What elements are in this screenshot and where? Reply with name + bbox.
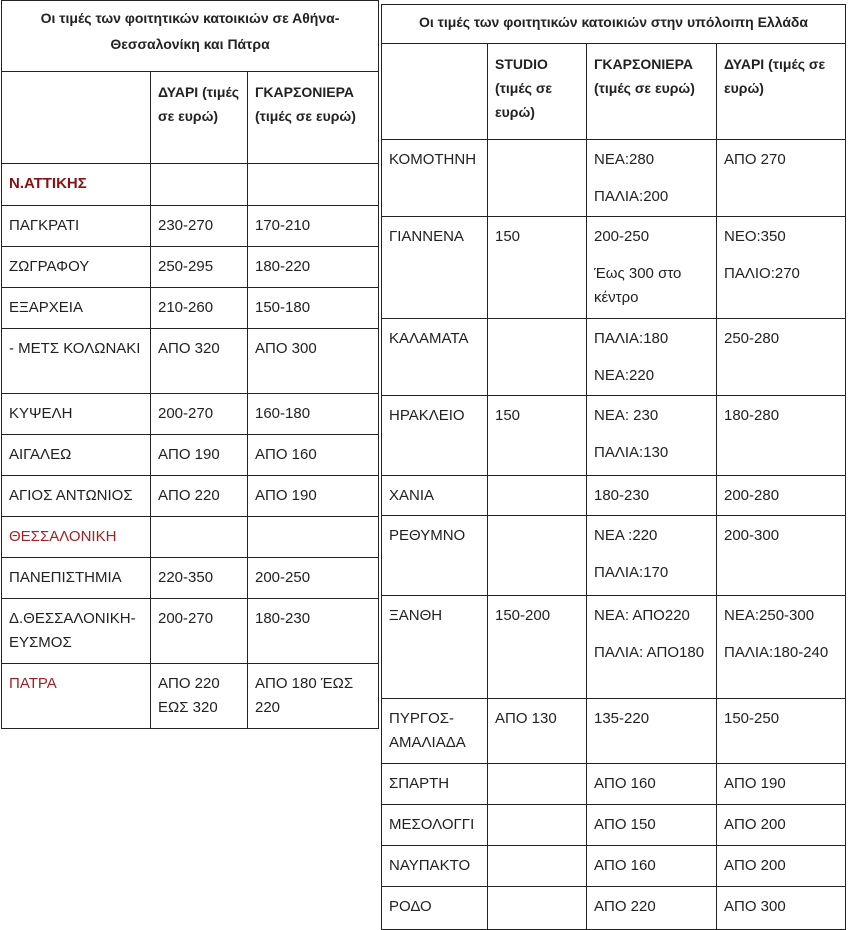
table-row — [2, 435, 379, 476]
garsoniera-value: ΑΠΟ 150 — [594, 816, 656, 833]
area-cell-text: ΑΓΙΟΣ ΑΝΤΩΝΙΟΣ — [9, 487, 133, 504]
table-row — [382, 140, 846, 217]
area-cell — [382, 476, 488, 516]
garsoniera-cell — [587, 217, 717, 319]
duari-cell — [717, 764, 846, 805]
duari-cell-content — [717, 699, 845, 731]
studio-cell-content — [488, 805, 586, 813]
table-row — [382, 396, 846, 476]
garsoniera-value: ΝΕΑ:220 — [594, 367, 655, 384]
duari-cell-content — [717, 887, 845, 919]
area-cell-text: Δ.ΘΕΣΣΑΛΟΝΙΚΗ-ΕΥΣΜΟΣ — [9, 610, 136, 651]
duari-cell-content — [717, 516, 845, 548]
duari-cell — [151, 435, 248, 476]
duari-cell — [717, 699, 846, 764]
duari-value: ΑΠΟ 190 — [724, 775, 786, 792]
garsoniera-cell-content — [587, 887, 716, 919]
garsoniera-cell — [587, 516, 717, 596]
area-cell — [2, 517, 151, 558]
duari-cell — [717, 140, 846, 217]
right-header-garsoniera: ΓΚΑΡΣΟΝΙΕΡΑ (τιμές σε ευρώ) — [587, 44, 717, 140]
garsoniera-cell-text: ΑΠΟ 160 — [255, 446, 317, 463]
area-cell — [382, 887, 488, 930]
garsoniera-cell-text: 180-230 — [255, 610, 311, 627]
duari-value: ΠΑΛΙΟ:270 — [724, 265, 800, 282]
area-cell-text: ΡΟΔΟ — [389, 898, 432, 915]
duari-value: ΝΕΟ:350 — [724, 228, 786, 245]
garsoniera-cell — [587, 476, 717, 516]
garsoniera-value: ΝΕΑ: 230 — [594, 407, 659, 424]
garsoniera-cell-content — [587, 476, 716, 508]
duari-cell — [151, 288, 248, 329]
right-header-studio: STUDIO (τιμές σε ευρώ) — [488, 44, 587, 140]
area-cell-text: ΠΑΤΡΑ — [9, 675, 57, 692]
area-cell — [382, 217, 488, 319]
duari-cell-text: 210-260 — [158, 299, 214, 316]
studio-value: 150 — [495, 407, 521, 424]
studio-value: ΑΠΟ 130 — [495, 710, 557, 727]
garsoniera-value: ΑΠΟ 160 — [594, 775, 656, 792]
left-table-title-cell — [2, 1, 379, 72]
right-table-title-cell — [382, 5, 846, 44]
garsoniera-cell — [587, 699, 717, 764]
right-table-header-row — [382, 44, 846, 140]
garsoniera-value: ΠΑΛΙΑ:200 — [594, 188, 669, 205]
studio-cell — [488, 217, 587, 319]
studio-cell-content — [488, 140, 586, 148]
area-cell — [2, 247, 151, 288]
area-cell — [382, 699, 488, 764]
garsoniera-cell — [248, 288, 379, 329]
duari-value: ΑΠΟ 300 — [724, 898, 786, 915]
area-cell — [2, 599, 151, 664]
area-cell-text: ΚΑΛΑΜΑΤΑ — [389, 330, 469, 347]
area-cell — [2, 288, 151, 329]
garsoniera-cell — [587, 887, 717, 930]
garsoniera-cell-text — [248, 164, 378, 172]
garsoniera-value: Έως 300 στο κέντρο — [594, 265, 682, 306]
area-cell — [2, 164, 151, 206]
garsoniera-value: 200-250 — [594, 228, 650, 245]
area-cell-text: ΕΞΑΡΧΕΙΑ — [9, 299, 83, 316]
area-cell-text: ΘΕΣΣΑΛΟΝΙΚΗ — [9, 528, 117, 545]
studio-cell — [488, 140, 587, 217]
table-row — [2, 329, 379, 394]
duari-cell-content — [717, 846, 845, 878]
garsoniera-cell-text: ΑΠΟ 190 — [255, 487, 317, 504]
studio-cell — [488, 699, 587, 764]
table-row — [382, 516, 846, 596]
table-row — [382, 476, 846, 516]
garsoniera-cell — [248, 164, 379, 206]
duari-cell-content — [717, 476, 845, 508]
garsoniera-cell-content — [587, 846, 716, 878]
garsoniera-cell-text: 200-250 — [255, 569, 311, 586]
duari-cell-text: 200-270 — [158, 610, 214, 627]
duari-value: 180-280 — [724, 407, 780, 424]
studio-value: 150 — [495, 228, 521, 245]
garsoniera-cell-text: 150-180 — [255, 299, 311, 316]
studio-cell — [488, 596, 587, 699]
duari-cell-text: 250-295 — [158, 258, 214, 275]
table-row — [382, 217, 846, 319]
duari-cell-content — [717, 596, 845, 665]
duari-value: ΑΠΟ 200 — [724, 857, 786, 874]
area-cell — [2, 558, 151, 599]
duari-cell — [717, 887, 846, 930]
duari-cell-text: ΑΠΟ 320 — [158, 340, 220, 357]
garsoniera-cell-text: ΑΠΟ 180 ΈΩΣ 220 — [255, 675, 354, 716]
garsoniera-value: ΑΠΟ 160 — [594, 857, 656, 874]
duari-cell — [717, 846, 846, 887]
table-row — [2, 288, 379, 329]
garsoniera-cell — [587, 805, 717, 846]
duari-cell-content — [717, 319, 845, 351]
duari-cell — [151, 664, 248, 729]
garsoniera-cell — [587, 764, 717, 805]
table-row — [382, 764, 846, 805]
garsoniera-value: ΠΑΛΙΑ:130 — [594, 444, 669, 461]
area-cell-text: ΞΑΝΘΗ — [389, 607, 443, 624]
garsoniera-cell-content — [587, 319, 716, 388]
garsoniera-cell-text — [248, 517, 378, 525]
garsoniera-cell-content — [587, 596, 716, 665]
left-header-area — [2, 72, 151, 164]
garsoniera-value: ΝΕΑ: ΑΠΟ220 — [594, 607, 690, 624]
studio-cell-content — [488, 764, 586, 772]
studio-cell — [488, 846, 587, 887]
garsoniera-cell — [248, 558, 379, 599]
garsoniera-value: ΝΕΑ :220 — [594, 527, 658, 544]
garsoniera-cell — [587, 846, 717, 887]
table-row — [382, 596, 846, 699]
area-cell — [382, 319, 488, 396]
studio-cell-content — [488, 476, 586, 484]
table-row — [382, 699, 846, 764]
duari-value: ΑΠΟ 270 — [724, 151, 786, 168]
studio-cell-content — [488, 319, 586, 327]
table-row — [2, 247, 379, 288]
area-cell-text: ΧΑΝΙΑ — [389, 487, 435, 504]
area-cell-text: Ν.ΑΤΤΙΚΗΣ — [9, 175, 87, 192]
garsoniera-cell-content — [587, 764, 716, 796]
garsoniera-cell — [248, 517, 379, 558]
garsoniera-cell — [248, 664, 379, 729]
area-cell — [382, 516, 488, 596]
area-cell — [2, 476, 151, 517]
duari-cell — [151, 599, 248, 664]
garsoniera-value: ΑΠΟ 220 — [594, 898, 656, 915]
duari-cell — [717, 596, 846, 699]
left-table-header-row — [2, 72, 379, 164]
garsoniera-cell — [248, 206, 379, 247]
table-row — [2, 476, 379, 517]
duari-cell — [151, 206, 248, 247]
duari-cell-content — [717, 396, 845, 428]
area-cell — [2, 435, 151, 476]
duari-cell-text — [151, 164, 247, 172]
studio-cell-content — [488, 887, 586, 895]
studio-cell — [488, 476, 587, 516]
area-cell — [382, 396, 488, 476]
table-row — [2, 206, 379, 247]
studio-cell-content — [488, 516, 586, 524]
area-cell — [2, 206, 151, 247]
garsoniera-value: 135-220 — [594, 710, 650, 727]
studio-cell — [488, 319, 587, 396]
area-cell — [2, 329, 151, 394]
garsoniera-cell-content — [587, 217, 716, 310]
area-cell — [382, 764, 488, 805]
studio-cell-content — [488, 846, 586, 854]
garsoniera-cell-text: 180-220 — [255, 258, 311, 275]
duari-cell — [151, 476, 248, 517]
garsoniera-cell-content — [587, 699, 716, 731]
table-row — [2, 164, 379, 206]
area-cell — [382, 846, 488, 887]
duari-cell — [151, 558, 248, 599]
duari-cell-text: ΑΠΟ 220 — [158, 487, 220, 504]
studio-cell — [488, 887, 587, 930]
duari-cell-content — [717, 217, 845, 286]
area-cell-text: ΓΙΑΝΝΕΝΑ — [389, 228, 464, 245]
duari-value: 200-300 — [724, 527, 780, 544]
table-row — [2, 558, 379, 599]
table-row — [382, 805, 846, 846]
athens-thessaloniki-patra-table — [1, 0, 379, 729]
right-header-area — [382, 44, 488, 140]
area-cell-text: ΝΑΥΠΑΚΤΟ — [389, 857, 471, 874]
area-cell — [382, 596, 488, 699]
duari-cell-text: 220-350 — [158, 569, 214, 586]
garsoniera-value: ΠΑΛΙΑ: ΑΠΟ180 — [594, 644, 705, 661]
garsoniera-cell — [587, 396, 717, 476]
garsoniera-cell — [248, 394, 379, 435]
duari-cell — [717, 396, 846, 476]
table-row — [382, 887, 846, 930]
garsoniera-cell — [248, 599, 379, 664]
garsoniera-cell — [587, 596, 717, 699]
area-cell-text: ΠΥΡΓΟΣ-ΑΜΑΛΙΑΔΑ — [389, 710, 466, 751]
area-cell-text: ΖΩΓΡΑΦΟΥ — [9, 258, 90, 275]
table-row — [2, 394, 379, 435]
duari-cell-text — [151, 517, 247, 525]
studio-cell-content — [488, 396, 586, 428]
garsoniera-cell — [248, 476, 379, 517]
garsoniera-value: ΠΑΛΙΑ:170 — [594, 564, 669, 581]
garsoniera-value: ΠΑΛΙΑ:180 — [594, 330, 669, 347]
duari-cell — [151, 517, 248, 558]
garsoniera-cell-content — [587, 140, 716, 209]
area-cell-text: ΣΠΑΡΤΗ — [389, 775, 450, 792]
left-table-title: Οι τιμές των φοιτητικών κατοικιών σε Αθήνα-Θεσσαλονίκη και Πάτρα — [40, 10, 340, 52]
area-cell-text: ΑΙΓΑΛΕΩ — [9, 446, 72, 463]
garsoniera-cell-content — [587, 805, 716, 837]
garsoniera-cell-text: ΑΠΟ 300 — [255, 340, 317, 357]
left-header-garsoniera: ΓΚΑΡΣΟΝΙΕΡΑ (τιμές σε ευρώ) — [248, 72, 379, 164]
duari-cell-content — [717, 805, 845, 837]
area-cell — [382, 140, 488, 217]
area-cell-text: ΠΑΝΕΠΙΣΤΗΜΙΑ — [9, 569, 122, 586]
studio-value: 150-200 — [495, 607, 551, 624]
duari-cell — [151, 329, 248, 394]
garsoniera-value: 180-230 — [594, 487, 650, 504]
duari-value: 250-280 — [724, 330, 780, 347]
area-cell — [382, 805, 488, 846]
duari-cell — [151, 394, 248, 435]
garsoniera-cell-text: 160-180 — [255, 405, 311, 422]
garsoniera-value: ΝΕΑ:280 — [594, 151, 655, 168]
studio-cell — [488, 516, 587, 596]
area-cell — [2, 394, 151, 435]
duari-cell-text: 200-270 — [158, 405, 214, 422]
studio-cell-content — [488, 699, 586, 731]
area-cell-text: ΚΟΜΟΤΗΝΗ — [389, 151, 477, 168]
table-row — [2, 599, 379, 664]
duari-cell — [717, 516, 846, 596]
right-table-title: Οι τιμές των φοιτητικών κατοικιών στην υπόλοιπη Ελλάδα — [419, 14, 809, 30]
studio-cell — [488, 805, 587, 846]
table-row — [382, 846, 846, 887]
garsoniera-cell — [248, 247, 379, 288]
garsoniera-cell — [248, 329, 379, 394]
rest-of-greece-table — [381, 4, 846, 930]
studio-cell — [488, 764, 587, 805]
studio-cell-content — [488, 217, 586, 249]
area-cell-text: ΡΕΘΥΜΝΟ — [389, 527, 466, 544]
duari-cell — [717, 476, 846, 516]
area-cell-text: ΗΡΑΚΛΕΙΟ — [389, 407, 465, 424]
garsoniera-cell — [587, 140, 717, 217]
studio-cell — [488, 396, 587, 476]
duari-cell-content — [717, 764, 845, 796]
area-cell-text: ΜΕΣΟΛΟΓΓΙ — [389, 816, 475, 833]
right-header-duari: ΔΥΑΡΙ (τιμές σε ευρώ) — [717, 44, 846, 140]
garsoniera-cell-content — [587, 396, 716, 465]
area-cell-text: - ΜΕΤΣ ΚΟΛΩΝΑΚΙ — [9, 340, 141, 357]
area-cell-text: ΠΑΓΚΡΑΤΙ — [9, 217, 80, 234]
duari-cell — [717, 217, 846, 319]
duari-cell-content — [717, 140, 845, 172]
duari-value: 150-250 — [724, 710, 780, 727]
garsoniera-cell-text: 170-210 — [255, 217, 311, 234]
left-header-duari: ΔΥΑΡΙ (τιμές σε ευρώ) — [151, 72, 248, 164]
duari-cell-text: ΑΠΟ 190 — [158, 446, 220, 463]
duari-cell — [717, 319, 846, 396]
table-row — [382, 319, 846, 396]
duari-value: ΝΕΑ:250-300 — [724, 607, 815, 624]
garsoniera-cell-content — [587, 516, 716, 585]
duari-cell-text: ΑΠΟ 220 ΕΩΣ 320 — [158, 675, 220, 716]
area-cell — [2, 664, 151, 729]
area-cell-text: ΚΥΨΕΛΗ — [9, 405, 73, 422]
duari-cell — [151, 164, 248, 206]
table-row — [2, 664, 379, 729]
garsoniera-cell — [248, 435, 379, 476]
table-row — [2, 517, 379, 558]
duari-cell-text: 230-270 — [158, 217, 214, 234]
duari-value: ΠΑΛΙΑ:180-240 — [724, 644, 829, 661]
duari-cell — [151, 247, 248, 288]
duari-value: ΑΠΟ 200 — [724, 816, 786, 833]
duari-value: 200-280 — [724, 487, 780, 504]
garsoniera-cell — [587, 319, 717, 396]
duari-cell — [717, 805, 846, 846]
studio-cell-content — [488, 596, 586, 628]
